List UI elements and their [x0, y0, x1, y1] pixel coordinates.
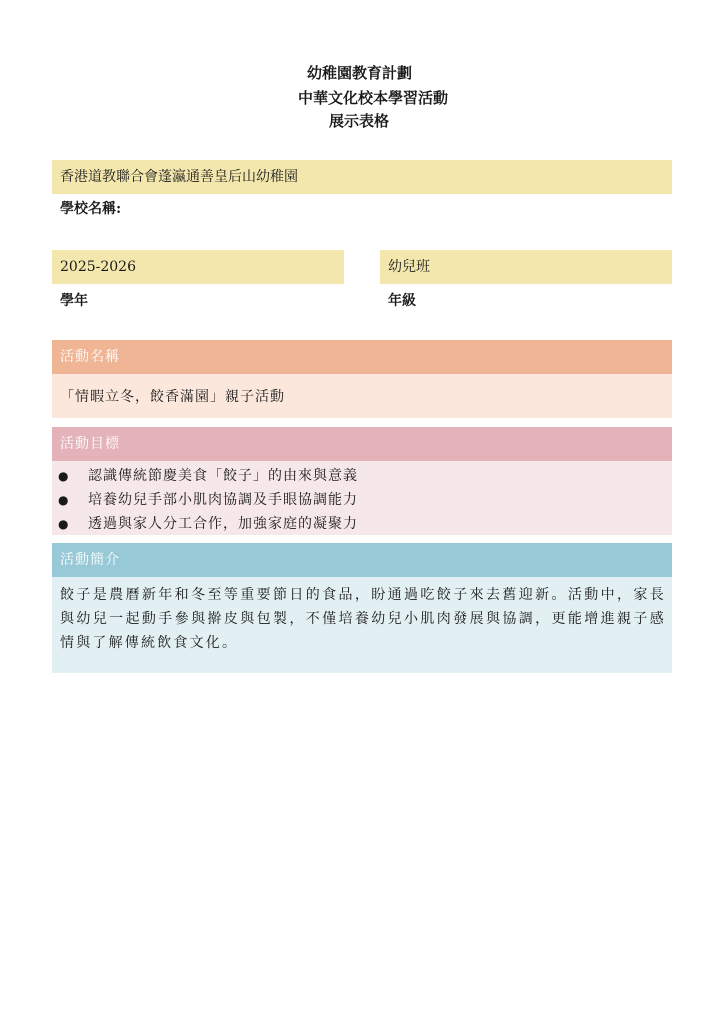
- objectives-header: 活動目標: [52, 427, 672, 461]
- school-name-label: 學校名稱:: [60, 201, 122, 217]
- objective-item: [52, 488, 672, 512]
- grade-field[interactable]: 幼兒班: [380, 250, 672, 284]
- activity-name-body: [52, 374, 672, 418]
- introduction-body: [52, 577, 672, 673]
- activity-name-header: 活動名稱: [52, 340, 672, 374]
- objective-item: [52, 464, 672, 488]
- introduction-text[interactable]: 餃子是農曆新年和冬至等重要節日的食品，盼通過吃餃子來去舊迎新。活動中，家長與幼兒一起動手參與擀皮與包製，不僅培養幼兒小肌肉發展與協調，更能增進親子感情與了解傳統飲食文化。: [60, 587, 666, 651]
- bullet-icon: ●: [58, 469, 69, 483]
- form-title: 展示表格: [329, 112, 390, 130]
- school-name-field[interactable]: 香港道教聯合會蓬瀛通善皇后山幼稚園: [52, 160, 672, 194]
- activity-name-value[interactable]: 「情暇立冬，餃香滿園」親子活動: [60, 389, 285, 405]
- introduction-header: 活動簡介: [52, 543, 672, 577]
- objective-text[interactable]: 透過與家人分工合作，加強家庭的凝聚力: [88, 516, 358, 532]
- objectives-body: [52, 461, 672, 535]
- bullet-icon: ●: [58, 517, 69, 531]
- bullet-icon: ●: [58, 493, 69, 507]
- school-year-field[interactable]: 2025-2026: [52, 250, 344, 284]
- objective-text[interactable]: 認識傳統節慶美食「餃子」的由來與意義: [88, 468, 358, 484]
- objective-item: [52, 512, 672, 536]
- objective-text[interactable]: 培養幼兒手部小肌肉協調及手眼協調能力: [88, 492, 358, 508]
- plan-title: 幼稚園教育計劃: [307, 64, 413, 82]
- school-year-label: 學年: [60, 293, 88, 309]
- activity-category-title: 中華文化校本學習活動: [298, 89, 449, 107]
- grade-label: 年級: [388, 293, 416, 309]
